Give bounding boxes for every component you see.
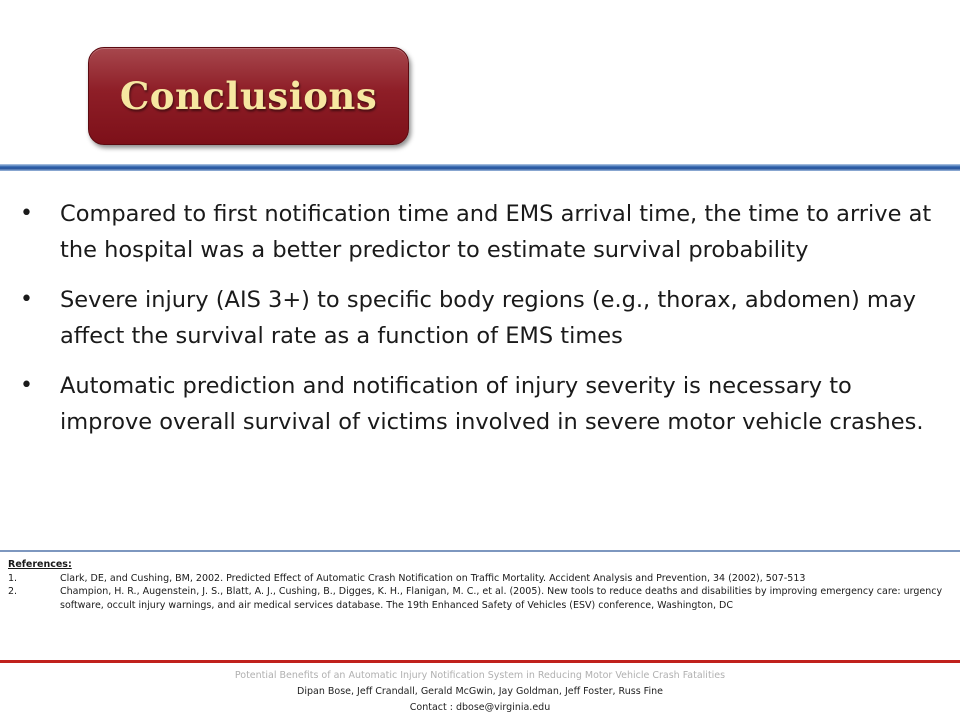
bullet-text: Automatic prediction and notification of injury severity is necessary to improve overall survival of victims involved in severe motor vehicle crashes. [60, 373, 924, 435]
references-section [8, 558, 948, 612]
bullet-icon: • [20, 201, 33, 226]
bullet-text: Severe injury (AIS 3+) to specific body regions (e.g., thorax, abdomen) may affect the survival rate as a function of EMS times [60, 287, 916, 349]
bullet-icon: • [20, 373, 33, 398]
reference-item [8, 585, 948, 612]
reference-number: 2. [8, 586, 18, 597]
page-title: Conclusions [119, 74, 378, 118]
footer [0, 668, 960, 716]
reference-text: Champion, H. R., Augenstein, J. S., Blatt, A. J., Cushing, B., Digges, K. H., Flanigan, M. C., et al. (2005). New tools to reduce deaths and disabilities by improving emergency care: urgency software, occult injury warnings, and air medical services database. The 19th Enhanced Safety of Vehicles (ESV) conference, Washington, DC [60, 586, 943, 611]
footer-title: Potential Benefits of an Automatic Injury Notification System in Reducing Motor Vehicle Crash Fatalities [234, 670, 726, 681]
conclusion-list [20, 196, 940, 454]
list-item [20, 368, 940, 440]
reference-text: Clark, DE, and Cushing, BM, 2002. Predicted Effect of Automatic Crash Notification on Traffic Mortality. Accident Analysis and Prevention, 34 (2002), 507-513 [60, 572, 806, 584]
bullet-icon: • [20, 287, 33, 312]
reference-number: 1. [8, 572, 18, 584]
list-item [20, 196, 940, 268]
list-item [20, 282, 940, 354]
footer-divider [0, 660, 960, 663]
references-heading: References: [8, 559, 72, 570]
references-divider [0, 550, 960, 552]
title-banner [88, 47, 409, 145]
top-divider [0, 164, 960, 171]
bullet-text: Compared to first notification time and EMS arrival time, the time to arrive at the hospital was a better predictor to estimate survival probability [60, 201, 932, 263]
footer-contact: Contact : dbose@virginia.edu [409, 702, 551, 713]
footer-authors: Dipan Bose, Jeff Crandall, Gerald McGwin, Jay Goldman, Jeff Foster, Russ Fine [297, 686, 663, 697]
reference-item [8, 572, 948, 586]
reference-list [8, 572, 948, 613]
